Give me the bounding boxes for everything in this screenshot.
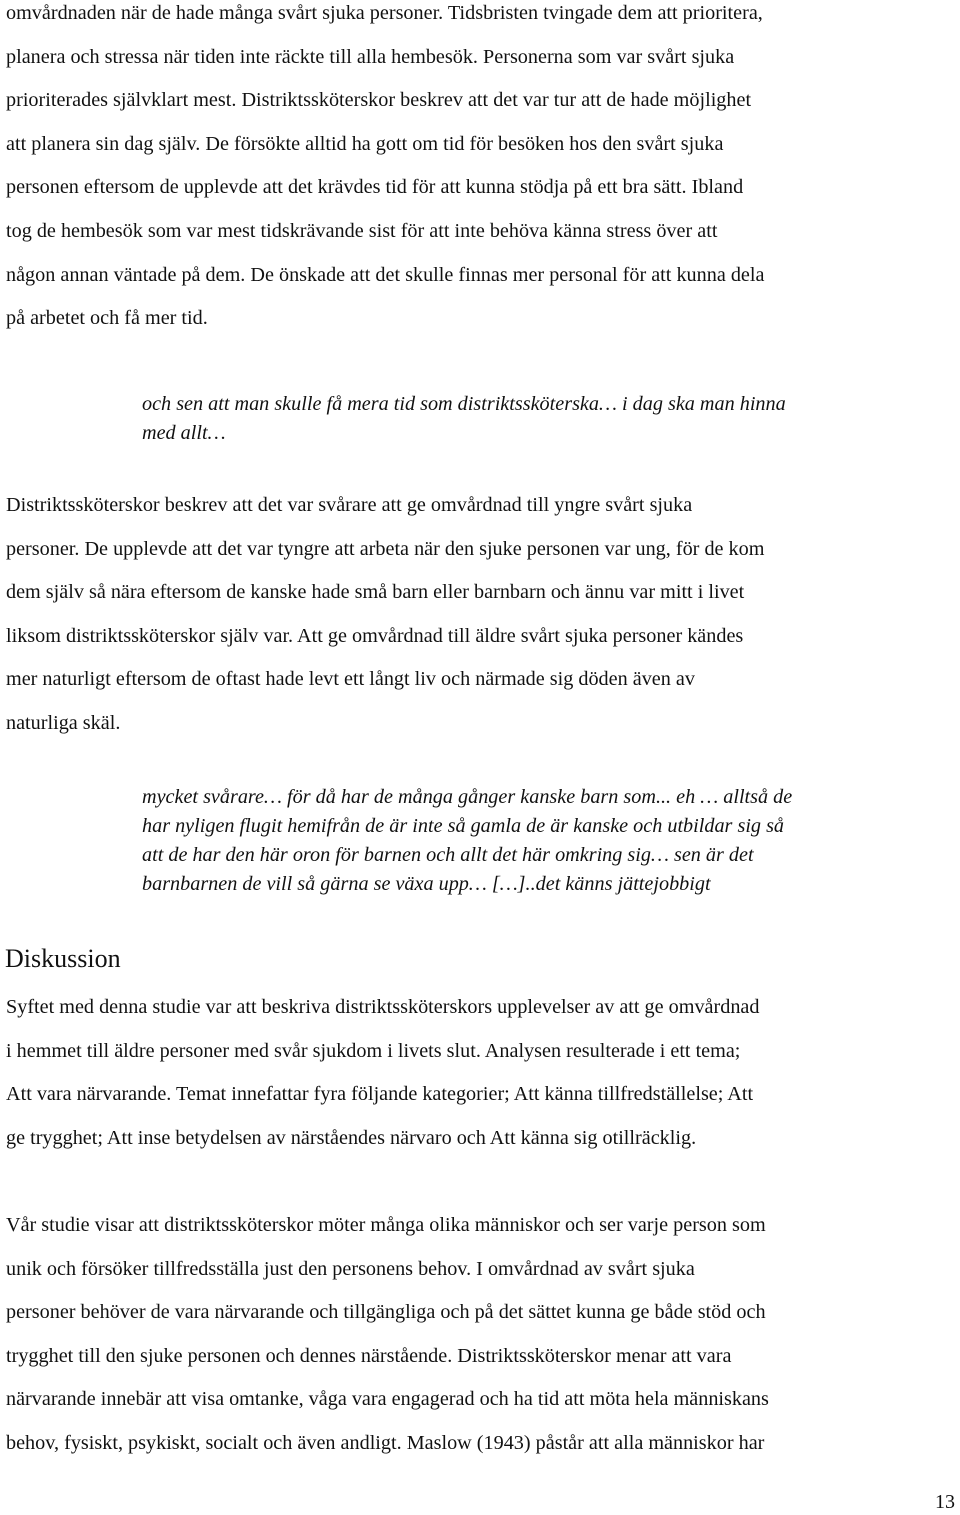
block-quote-harder xyxy=(142,783,957,899)
text-line: unik och försöker tillfredsställa just den personens behov. I omvårdnad av svårt sjuka xyxy=(6,1257,695,1280)
text-line: Att vara närvarande. Temat innefattar fyra följande kategorier; Att känna tillfredställelse; Att xyxy=(6,1083,754,1106)
body-paragraph-study-purpose xyxy=(6,986,956,1160)
text-line: personen eftersom de upplevde att det krävdes tid för att kunna stödja på ett bra sätt. Ibland xyxy=(6,176,744,199)
text-line: att planera sin dag själv. De försökte alltid ha gott om tid för besöken hos den svårt sjuka xyxy=(6,132,724,155)
quote-line: och sen att man skulle få mera tid som distriktssköterska… i dag ska man hinna xyxy=(142,393,786,415)
text-line: omvårdnaden när de hade många svårt sjuka personer. Tidsbristen tvingade dem att prioritera, xyxy=(6,2,763,24)
text-line: på arbetet och få mer tid. xyxy=(6,307,208,330)
text-line: Distriktssköterskor beskrev att det var svårare att ge omvårdnad till yngre svårt sjuka xyxy=(6,494,693,516)
page-number: 13 xyxy=(935,1491,955,1513)
block-quote-more-time xyxy=(142,390,957,448)
text-line: ge trygghet; Att inse betydelsen av närståendes närvaro och Att känna sig otillräcklig. xyxy=(6,1126,697,1149)
text-line: personer. De upplevde att det var tyngre att arbeta när den sjuke personen var ung, för de kom xyxy=(6,537,765,560)
text-line: Syftet med denna studie var att beskriva distriktssköterskors upplevelser av att ge omvårdnad xyxy=(6,996,760,1018)
text-line: trygghet till den sjuke personen och dennes närstående. Distriktssköterskor menar att vara xyxy=(6,1344,732,1367)
quote-line: mycket svårare… för då har de många gånger kanske barn som... eh … alltså de xyxy=(142,786,793,808)
text-line: prioriterades självklart mest. Distriktssköterskor beskrev att det var tur att de hade möjlighet xyxy=(6,89,752,112)
text-line: i hemmet till äldre personer med svår sjukdom i livets slut. Analysen resulterade i ett tema; xyxy=(6,1039,741,1062)
text-line: personer behöver de vara närvarande och tillgängliga och på det sättet kunna ge både stöd och xyxy=(6,1301,766,1324)
section-heading-diskussion: Diskussion xyxy=(5,944,121,973)
body-paragraph-time-pressure xyxy=(6,0,956,341)
quote-line: med allt… xyxy=(142,422,226,444)
text-line: närvarande innebär att visa omtanke, våga vara engagerad och ha tid att möta hela människans xyxy=(6,1388,769,1411)
text-line: Vår studie visar att distriktssköterskor möter många olika människor och ser varje person som xyxy=(6,1214,766,1236)
quote-line: har nyligen flugit hemifrån de är inte så gamla de är kanske och utbildar sig så xyxy=(142,815,785,837)
quote-line: att de har den här oron för barnen och allt det här omkring sig… sen är det xyxy=(142,844,754,866)
text-line: tog de hembesök som var mest tidskrävande sist för att inte behöva känna stress över att xyxy=(6,219,718,242)
text-line: dem själv så nära eftersom de kanske hade små barn eller barnbarn och ännu var mitt i livet xyxy=(6,581,745,604)
text-line: naturliga skäl. xyxy=(6,711,121,734)
text-line: mer naturligt eftersom de oftast hade levt ett långt liv och närmade sig döden även av xyxy=(6,668,695,691)
text-line: liksom distriktssköterskor själv var. Att ge omvårdnad till äldre svårt sjuka personer kändes xyxy=(6,624,744,647)
text-line: behov, fysiskt, psykiskt, socialt och även andligt. Maslow (1943) påstår att alla människor har xyxy=(6,1431,765,1454)
text-line: planera och stressa när tiden inte räckte till alla hembesök. Personerna som var svårt sjuka xyxy=(6,45,735,68)
body-paragraph-younger-patients xyxy=(6,484,956,746)
body-paragraph-study-findings xyxy=(6,1204,956,1466)
text-line: någon annan väntade på dem. De önskade att det skulle finnas mer personal för att kunna dela xyxy=(6,263,765,286)
quote-line: barnbarnen de vill så gärna se växa upp… […]..det känns jättejobbigt xyxy=(142,873,711,895)
